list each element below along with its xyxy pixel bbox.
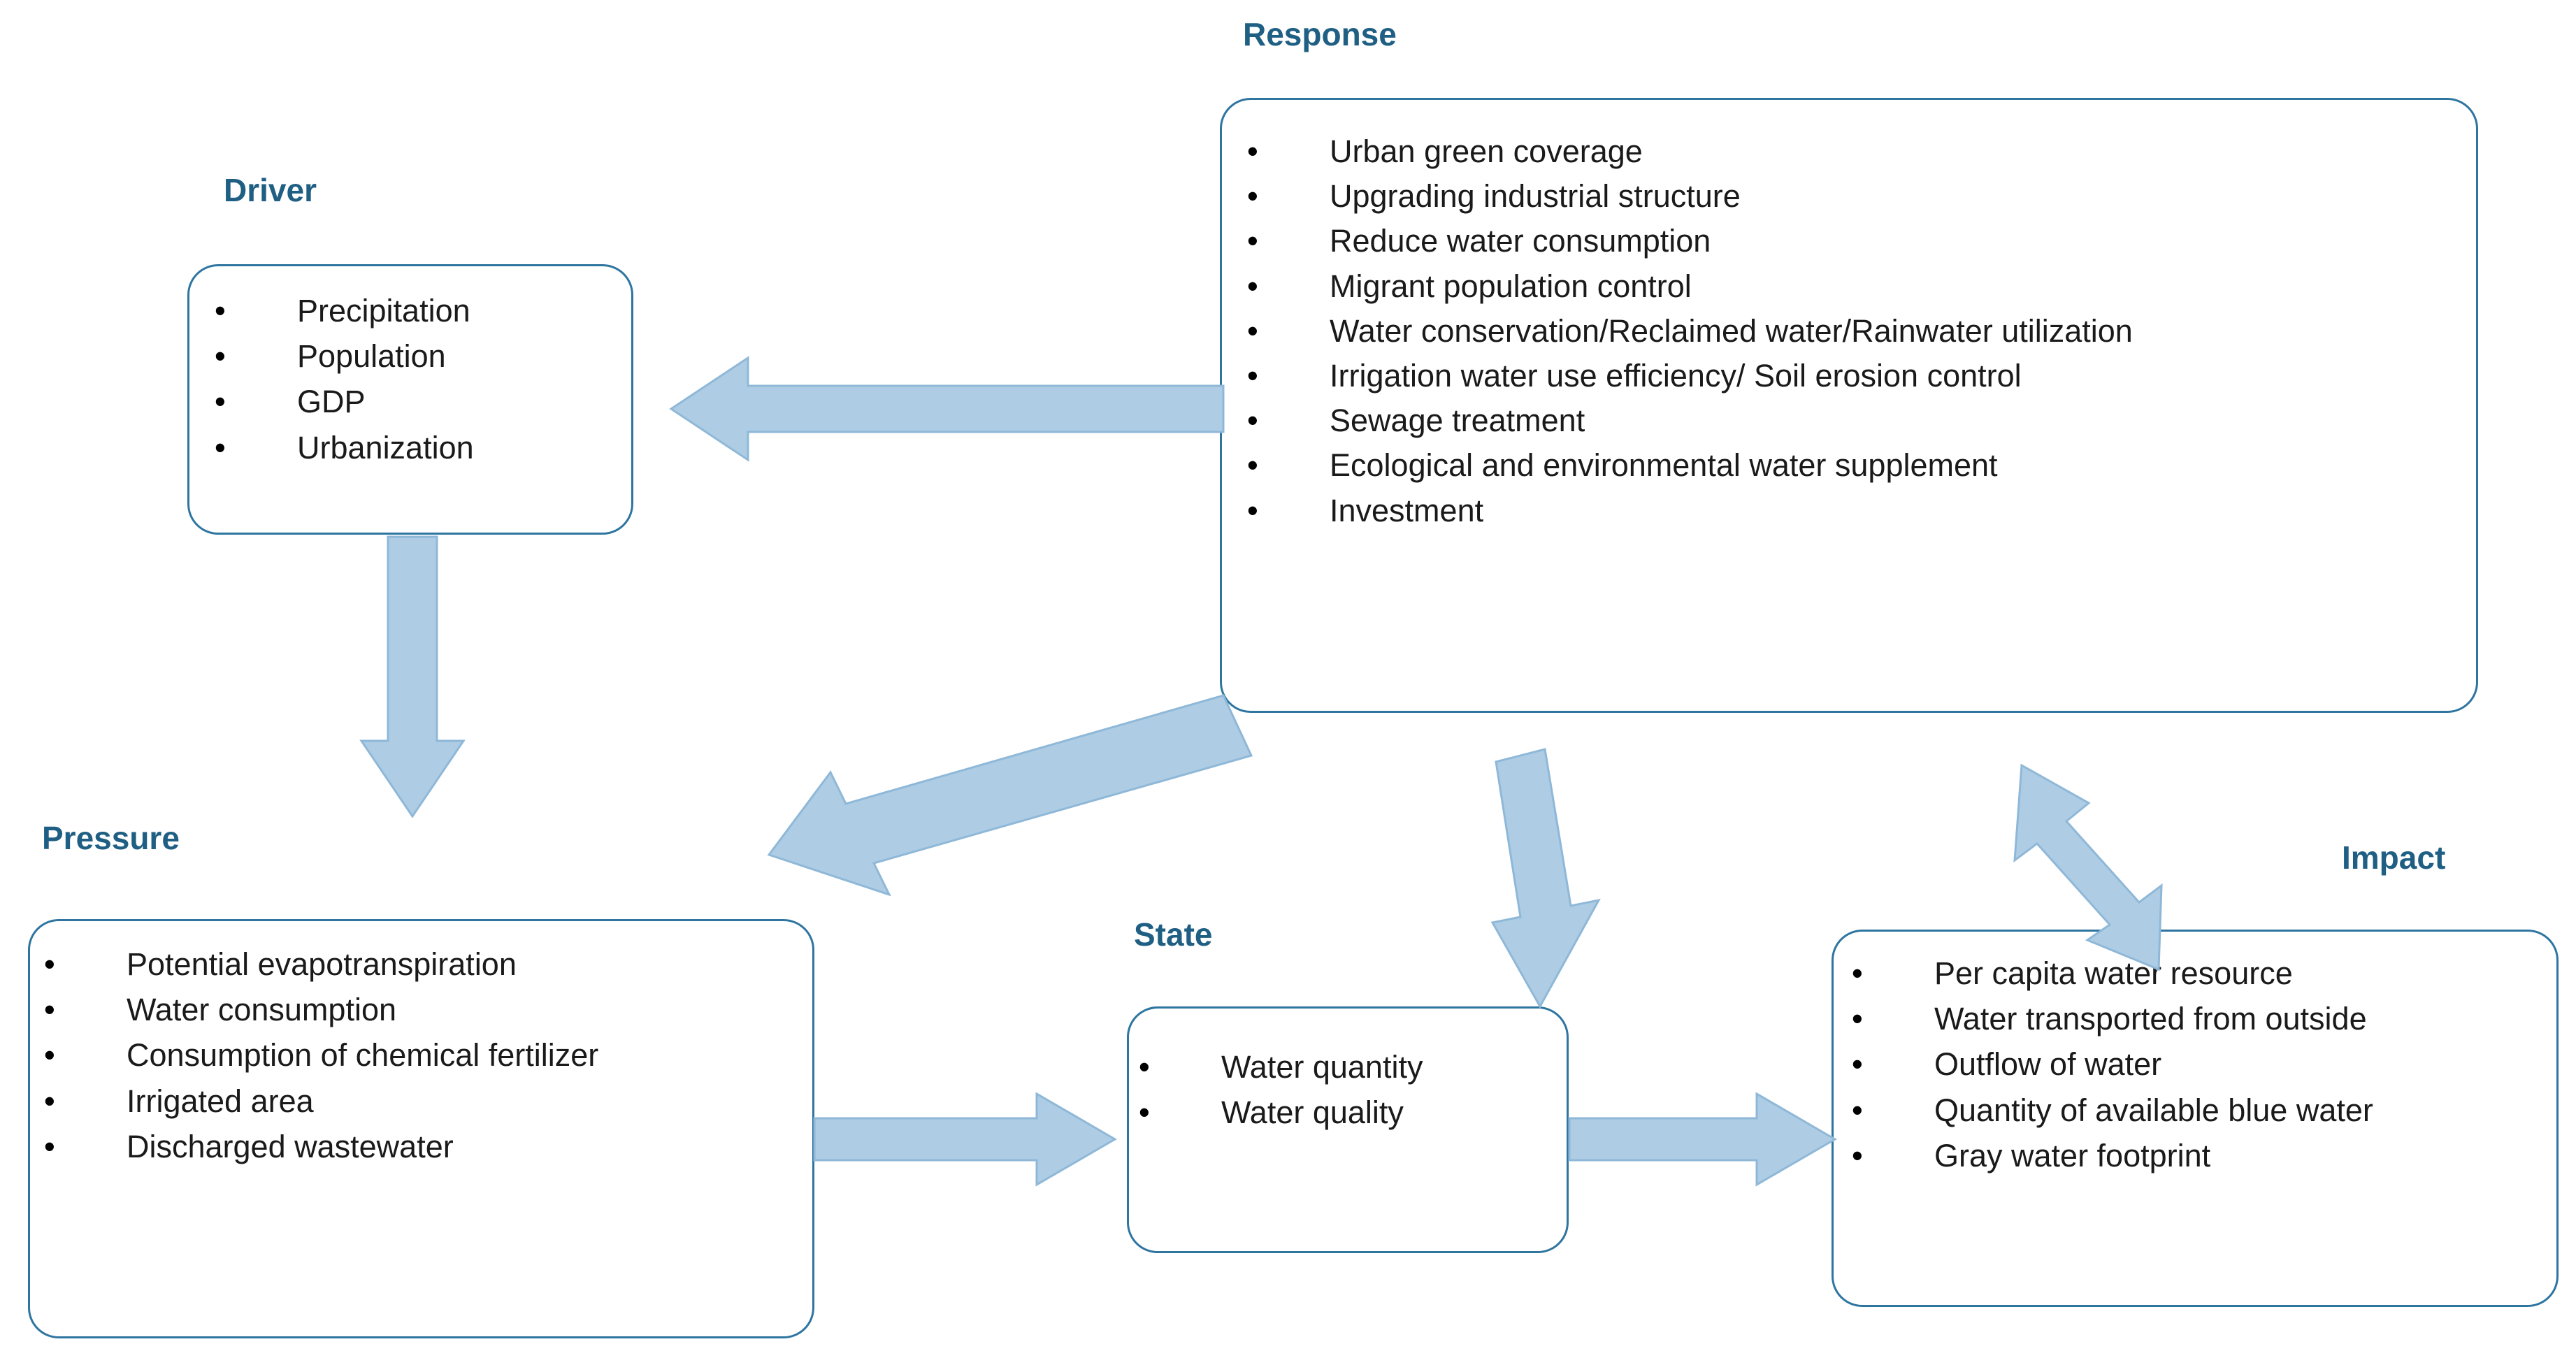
bullet-icon: • [44,1128,55,1164]
bullet-icon: • [1852,1092,1863,1128]
bullet-icon: • [1247,268,1258,304]
impact-list [1852,955,2556,1174]
list-item: • Precipitation [215,293,470,328]
group-label-pressure: Pressure [42,820,180,856]
impact-box [1832,930,2559,1307]
list-item: • Ecological and environmental water supplement [1247,447,1998,484]
state-box [1127,1006,1569,1253]
list-item: • GDP [215,384,366,420]
list-item: • Urban green coverage [1247,133,1643,169]
bullet-icon: • [1247,178,1258,215]
list-item: • Consumption of chemical fertilizer [44,1037,599,1074]
list-item: • Water transported from outside [1852,1001,2367,1037]
group-label-response: Response [1243,16,1397,52]
list-item: • Irrigated area [44,1083,314,1119]
list-item: • Water conservation/Reclaimed water/Rainwater utilization [1247,312,2133,349]
list-item: • Per capita water resource [1852,955,2293,991]
bullet-icon: • [1852,1001,1863,1037]
arrow-state-to-impact [1569,1087,1835,1192]
bullet-icon: • [1247,312,1258,349]
response-list [1247,133,2476,529]
list-item: • Investment [1247,492,1484,528]
bullet-icon: • [215,293,226,328]
list-item: • Gray water footprint [1852,1137,2211,1173]
pressure-box [28,919,814,1338]
list-item: • Discharged wastewater [44,1128,454,1164]
bullet-icon: • [44,992,55,1028]
bullet-icon: • [1247,357,1258,393]
list-item: • Sewage treatment [1247,403,1585,439]
arrow-response-to-state [1492,720,1625,1006]
arrow-response-impact-double [1999,765,2167,975]
bullet-icon: • [215,429,226,465]
driver-list [215,293,631,466]
list-item: • Reduce water consumption [1247,223,1711,259]
bullet-icon: • [215,338,226,375]
driver-box [187,264,633,535]
list-item: • Water consumption [44,992,396,1028]
bullet-icon: • [215,384,226,420]
list-item: • Irrigation water use efficiency/ Soil erosion control [1247,357,2022,393]
arrow-response-to-pressure [769,695,1251,877]
group-label-driver: Driver [224,172,317,208]
bullet-icon: • [1139,1094,1150,1131]
list-item: • Migrant population control [1247,268,1692,304]
arrow-driver-to-pressure [353,537,472,816]
bullet-icon: • [1247,447,1258,484]
bullet-icon: • [1852,955,1863,991]
pressure-list [44,946,812,1165]
list-item: • Upgrading industrial structure [1247,178,1741,215]
bullet-icon: • [1247,223,1258,259]
list-item: • Outflow of water [1852,1046,2162,1083]
list-item: • Quantity of available blue water [1852,1092,2373,1128]
bullet-icon: • [1247,403,1258,439]
list-item: • Potential evapotranspiration [44,946,517,982]
arrow-pressure-to-state [814,1087,1115,1192]
state-list [1139,1049,1567,1131]
bullet-icon: • [1852,1137,1863,1173]
list-item: • Water quantity [1139,1049,1423,1085]
list-item: • Population [215,338,446,375]
bullet-icon: • [44,1083,55,1119]
bullet-icon: • [1139,1049,1150,1085]
arrow-response-to-driver [671,349,1223,468]
response-box [1220,98,2478,713]
group-label-impact: Impact [2342,839,2446,876]
list-item: • Urbanization [215,429,474,465]
group-label-state: State [1134,916,1213,953]
bullet-icon: • [44,946,55,982]
list-item: • Water quality [1139,1094,1404,1131]
bullet-icon: • [44,1037,55,1074]
bullet-icon: • [1247,492,1258,528]
bullet-icon: • [1247,133,1258,169]
bullet-icon: • [1852,1046,1863,1083]
